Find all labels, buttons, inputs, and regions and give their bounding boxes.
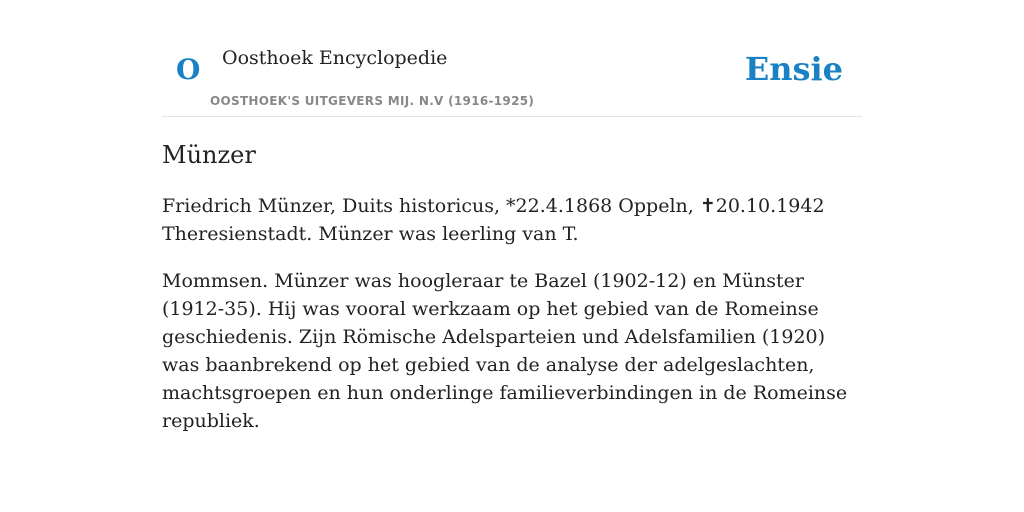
site-header xyxy=(162,0,862,117)
publisher-subtitle: OOSTHOEK'S UITGEVERS MIJ. N.V (1916-1925) xyxy=(210,94,535,108)
site-title-link[interactable]: Oosthoek Encyclopedie xyxy=(222,47,448,69)
site-logo-icon[interactable]: O xyxy=(176,53,201,86)
article-body xyxy=(162,139,862,435)
article-paragraph: Mommsen. Münzer was hoogleraar te Bazel (1902-12) en Münster (1912-35). Hij was vooral werkzaam op het gebied van de Romeinse geschiedenis. Zijn Römische Adelsparteien und Adelsfamilien (1920) was baanbrekend op het gebied van de analyse der adelgeslachten, machtsgroepen en hun onderlinge familieverbindingen in de Romeinse republiek. xyxy=(162,270,848,432)
ensie-brand-link[interactable]: Ensie xyxy=(744,50,843,88)
article-title: Münzer xyxy=(162,141,256,169)
article-paragraph: Friedrich Münzer, Duits historicus, *22.4.1868 Oppeln, ✝20.10.1942 Theresienstadt. Münzer was leerling van T. xyxy=(162,195,825,245)
